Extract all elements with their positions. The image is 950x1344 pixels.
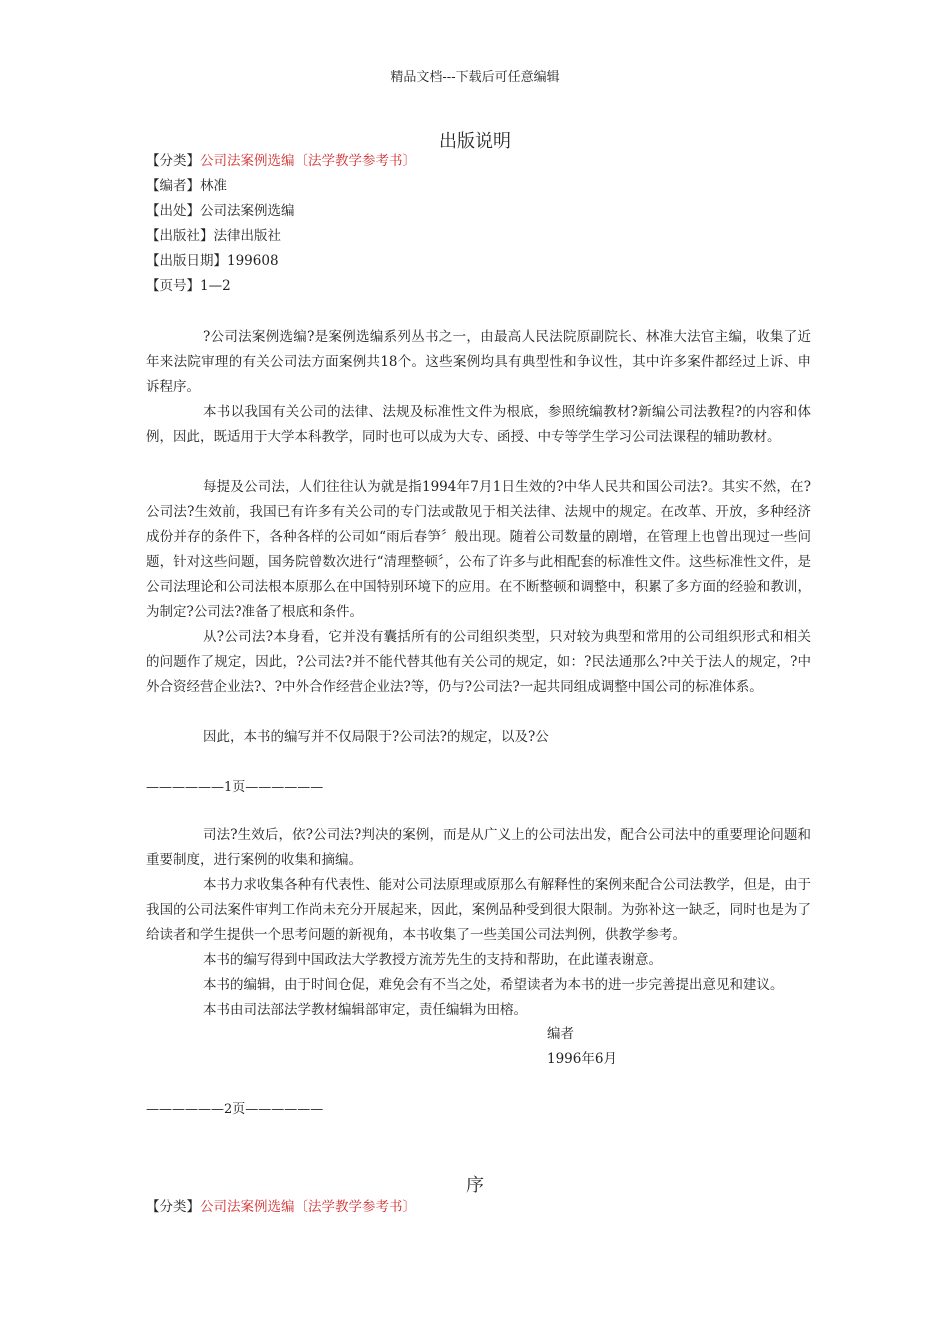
meta-row-source xyxy=(146,199,416,224)
meta-label: 【分类】 xyxy=(146,1199,200,1215)
signature-date: 1996年6月 xyxy=(547,1051,617,1067)
page-header: 精品文档---下载后可任意编辑 xyxy=(390,70,560,85)
section-title: 出版说明 xyxy=(439,131,511,152)
body-paragraph: 本书的编写得到中国政法大学教授方流芳先生的支持和帮助，在此谨表谢意。 xyxy=(203,952,662,968)
meta-value: 林准 xyxy=(200,178,227,194)
body-paragraph: 司法?生效后，依?公司法?判决的案例，而是从广义上的公司法出发，配合公司法中的重要理论问题和重要制度，进行案例的收集和摘编。 xyxy=(146,827,811,868)
meta-row-editor xyxy=(146,174,416,199)
meta-row-publish-date xyxy=(146,249,416,274)
body-paragraph: ?公司法案例选编?是案例选编系列丛书之一，由最高人民法院原副院长、林准大法官主编，收集了近年来法院审理的有关公司法方面案例共18个。这些案例均具有典型性和争议性，其中许多案件都经过上诉、申诉程序。 xyxy=(146,329,811,395)
meta-value: 公司法案例选编 xyxy=(200,203,295,219)
meta-value: 199608 xyxy=(227,253,279,269)
body-paragraph: 从?公司法?本身看，它并没有囊括所有的公司组织类型，只对较为典型和常用的公司组织形式和相关的问题作了规定，因此，?公司法?并不能代替其他有关公司的规定，如：?民法通那么?中关于法人的规定，?中外合资经营企业法?、?中外合作经营企业法?等，仍与?公司法?一起共同组成调整中国公司的标准体系。 xyxy=(146,629,811,695)
meta-value: 法律出版社 xyxy=(213,228,281,244)
meta-block xyxy=(146,149,416,299)
meta-label: 【出版社】 xyxy=(146,228,214,244)
meta-row-category xyxy=(146,149,416,174)
signature: 编者 xyxy=(547,1026,574,1042)
body-paragraph: 因此，本书的编写并不仅局限于?公司法?的规定，以及?公 xyxy=(203,729,549,745)
meta-row-category xyxy=(146,1195,416,1220)
meta-label: 【出版日期】 xyxy=(146,253,227,269)
meta-block xyxy=(146,1195,416,1220)
meta-label: 【编者】 xyxy=(146,178,200,194)
body-paragraph: 本书力求收集各种有代表性、能对公司法原理或原那么有解释性的案例来配合公司法教学，但是，由于我国的公司法案件审判工作尚未充分开展起来，因此，案例品种受到很大限制。为弥补这一缺乏，同时也是为了给读者和学生提供一个思考问题的新视角，本书收集了一些美国公司法判例，供教学参考。 xyxy=(146,877,811,943)
meta-row-publisher xyxy=(146,224,416,249)
section-title: 序 xyxy=(466,1175,484,1196)
page-marker: ——————2页—————— xyxy=(146,1102,324,1117)
body-paragraph: 本书的编辑，由于时间仓促，难免会有不当之处，希望读者为本书的进一步完善提出意见和建议。 xyxy=(203,977,784,993)
meta-value: 公司法案例选编〔法学教学参考书〕 xyxy=(200,153,416,169)
meta-label: 【页号】 xyxy=(146,278,200,294)
page-marker: ——————1页—————— xyxy=(146,780,324,795)
meta-label: 【出处】 xyxy=(146,203,200,219)
meta-label: 【分类】 xyxy=(146,153,200,169)
meta-value: 公司法案例选编〔法学教学参考书〕 xyxy=(200,1199,416,1215)
meta-value: 1—2 xyxy=(200,278,231,294)
body-paragraph: 本书以我国有关公司的法律、法规及标准性文件为根底，参照统编教材?新编公司法教程?的内容和体例，因此，既适用于大学本科教学，同时也可以成为大专、函授、中专等学生学习公司法课程的辅助教材。 xyxy=(146,404,811,445)
meta-row-page-number xyxy=(146,274,416,299)
body-paragraph: 每提及公司法，人们往往认为就是指1994年7月1日生效的?中华人民共和国公司法?。其实不然，在?公司法?生效前，我国已有许多有关公司的专门法或散见于相关法律、法规中的规定。在改革、开放，多种经济成份并存的条件下，各种各样的公司如“雨后春笋〞般出现。随着公司数量的剧增，在管理上也曾出现过一些问题，针对这些问题，国务院曾数次进行“清理整顿〞，公布了许多与此相配套的标准性文件。这些标准性文件，是公司法理论和公司法根本原那么在中国特别环境下的应用。在不断整顿和调整中，积累了多方面的经验和教训，为制定?公司法?准备了根底和条件。 xyxy=(146,479,811,620)
body-paragraph: 本书由司法部法学教材编辑部审定，责任编辑为田榕。 xyxy=(203,1002,527,1018)
